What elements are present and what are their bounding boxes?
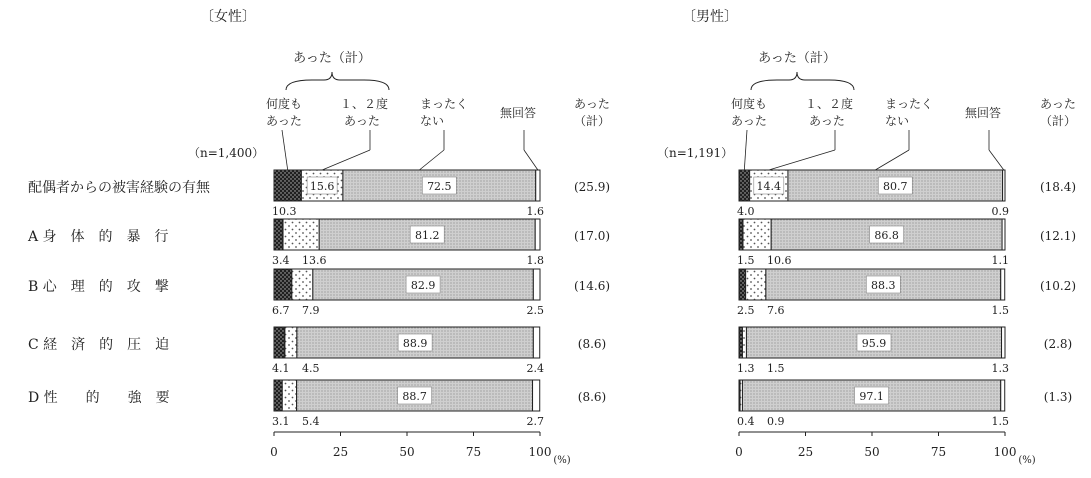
- leader-line: [419, 150, 444, 170]
- total-label: (8.6): [577, 390, 607, 404]
- data-label: 1.3: [991, 362, 1009, 375]
- bar-segment: [285, 327, 297, 358]
- total-label: (1.3): [1043, 390, 1073, 404]
- bar-segment: [739, 170, 750, 201]
- data-label: 1.5: [991, 304, 1009, 317]
- bar-segment: [274, 170, 301, 201]
- sample-size-label: （n=1,400）: [188, 146, 265, 160]
- x-tick-label: 50: [864, 445, 880, 459]
- leader-line: [282, 130, 288, 170]
- legend-no-answer: 無回答: [965, 106, 1002, 120]
- bar-segment: [292, 269, 313, 300]
- data-label: 0.4: [737, 415, 755, 428]
- data-label: 3.1: [272, 415, 290, 428]
- data-label: 88.7: [402, 390, 427, 403]
- bar-segment: [274, 269, 292, 300]
- x-tick-label: 100: [993, 445, 1017, 459]
- bar-segment: [536, 170, 540, 201]
- legend-total-col: （計）: [573, 114, 611, 128]
- data-label: 86.8: [874, 229, 899, 242]
- data-label: 1.3: [737, 362, 755, 375]
- bar-segment: [739, 219, 743, 250]
- leader-line: [524, 150, 538, 170]
- x-tick-label: 25: [797, 445, 814, 459]
- data-label: 1.1: [991, 254, 1009, 267]
- category-label: 配偶者からの被害経験の有無: [28, 180, 210, 196]
- leader-line: [989, 150, 1004, 170]
- data-label: 88.3: [871, 279, 896, 292]
- data-label: 81.2: [414, 229, 440, 242]
- data-label: 1.5: [991, 415, 1009, 428]
- bar-segment: [533, 380, 540, 411]
- x-tick-label: 100: [528, 445, 552, 459]
- bar-segment: [746, 269, 766, 300]
- x-tick-label: 75: [930, 445, 947, 459]
- total-label: (17.0): [573, 229, 611, 243]
- legend-total-col: あった: [574, 97, 610, 111]
- data-label: 82.9: [410, 279, 436, 292]
- legend-not-at-all: ない: [885, 114, 910, 128]
- bar-segment: [535, 219, 540, 250]
- x-tick-label: 25: [332, 445, 349, 459]
- sample-size-label: （n=1,191）: [657, 146, 734, 160]
- bar-segment: [1002, 327, 1005, 358]
- data-label: 88.9: [402, 337, 428, 350]
- data-label: 2.5: [737, 304, 755, 317]
- legend-many-times: あった: [266, 114, 302, 128]
- data-label: 5.4: [302, 415, 320, 428]
- bar-segment: [1001, 380, 1005, 411]
- data-label: 2.5: [526, 304, 544, 317]
- bar-segment: [739, 327, 742, 358]
- data-label: 13.6: [302, 254, 327, 267]
- total-label: (12.1): [1039, 229, 1077, 243]
- legend-not-at-all: まったく: [420, 97, 469, 111]
- data-label: 6.7: [272, 304, 290, 317]
- x-tick-label: 50: [399, 445, 415, 459]
- bar-segment: [1002, 219, 1005, 250]
- total-label: (10.2): [1039, 279, 1077, 293]
- data-label: 10.3: [272, 205, 297, 218]
- legend-once-twice: １、２度: [805, 97, 854, 111]
- unit-label: (%): [553, 455, 571, 466]
- data-label: 1.8: [526, 254, 544, 267]
- data-label: 4.5: [302, 362, 320, 375]
- x-tick-label: 75: [465, 445, 482, 459]
- data-label: 1.5: [737, 254, 755, 267]
- x-tick-label: 0: [270, 445, 278, 459]
- total-label: (25.9): [573, 180, 611, 194]
- data-label: 80.7: [883, 180, 908, 193]
- data-label: 2.7: [526, 415, 544, 428]
- data-label: 0.9: [991, 205, 1009, 218]
- legend-once-twice: １、２度: [340, 97, 389, 111]
- unit-label: (%): [1018, 455, 1036, 466]
- data-label: 0.9: [767, 415, 785, 428]
- panel-title: 〔男性〕: [682, 9, 738, 25]
- bar-segment: [742, 327, 746, 358]
- legend-many-times: 何度も: [266, 97, 303, 111]
- bar-segment: [1001, 269, 1005, 300]
- bar-segment: [274, 327, 285, 358]
- bar-segment: [1003, 170, 1005, 201]
- brace-line: [286, 72, 389, 90]
- legend-total-col: （計）: [1039, 114, 1077, 128]
- atta-total-header: あった（計）: [758, 51, 836, 66]
- data-label: 7.6: [767, 304, 785, 317]
- legend-no-answer: 無回答: [500, 106, 537, 120]
- bar-segment: [533, 327, 539, 358]
- female-panel: [188, 8, 610, 466]
- bar-segment: [283, 219, 319, 250]
- brace-line: [751, 72, 854, 90]
- leader-line: [744, 130, 747, 170]
- bar-segment: [739, 269, 746, 300]
- legend-not-at-all: まったく: [885, 97, 934, 111]
- data-label: 7.9: [302, 304, 320, 317]
- bar-segment: [533, 269, 540, 300]
- data-label: 1.5: [767, 362, 785, 375]
- data-label: 4.0: [737, 205, 755, 218]
- data-label: 72.5: [427, 180, 452, 193]
- legend-many-times: あった: [731, 114, 767, 128]
- data-label: 95.9: [861, 337, 887, 350]
- male-panel: [657, 8, 1076, 466]
- legend-not-at-all: ない: [420, 114, 445, 128]
- data-label: 15.6: [309, 180, 335, 193]
- data-label: 14.4: [756, 180, 782, 193]
- x-tick-label: 0: [735, 445, 743, 459]
- legend-total-col: あった: [1040, 97, 1076, 111]
- data-label: 4.1: [272, 362, 290, 375]
- leader-line: [769, 150, 835, 170]
- total-label: (2.8): [1043, 337, 1073, 351]
- total-label: (18.4): [1039, 180, 1077, 194]
- atta-total-header: あった（計）: [293, 51, 371, 66]
- bar-segment: [274, 380, 282, 411]
- legend-many-times: 何度も: [731, 97, 768, 111]
- category-label: C 経 済 的 圧 迫: [28, 337, 170, 353]
- category-label: D 性 的 強 要: [28, 390, 170, 406]
- category-label: A 身 体 的 暴 行: [28, 229, 169, 245]
- data-label: 1.6: [526, 205, 544, 218]
- bar-segment: [274, 219, 283, 250]
- legend-once-twice: あった: [809, 114, 845, 128]
- data-label: 3.4: [272, 254, 290, 267]
- panel-title: 〔女性〕: [200, 9, 256, 25]
- leader-line: [875, 150, 909, 170]
- data-label: 10.6: [767, 254, 792, 267]
- total-label: (8.6): [577, 337, 607, 351]
- data-label: 2.4: [526, 362, 544, 375]
- legend-once-twice: あった: [344, 114, 380, 128]
- data-label: 97.1: [859, 390, 884, 403]
- bar-segment: [282, 380, 296, 411]
- total-label: (14.6): [573, 279, 611, 293]
- bar-segment: [743, 219, 771, 250]
- leader-line: [322, 150, 370, 170]
- category-label: B 心 理 的 攻 撃: [28, 279, 169, 295]
